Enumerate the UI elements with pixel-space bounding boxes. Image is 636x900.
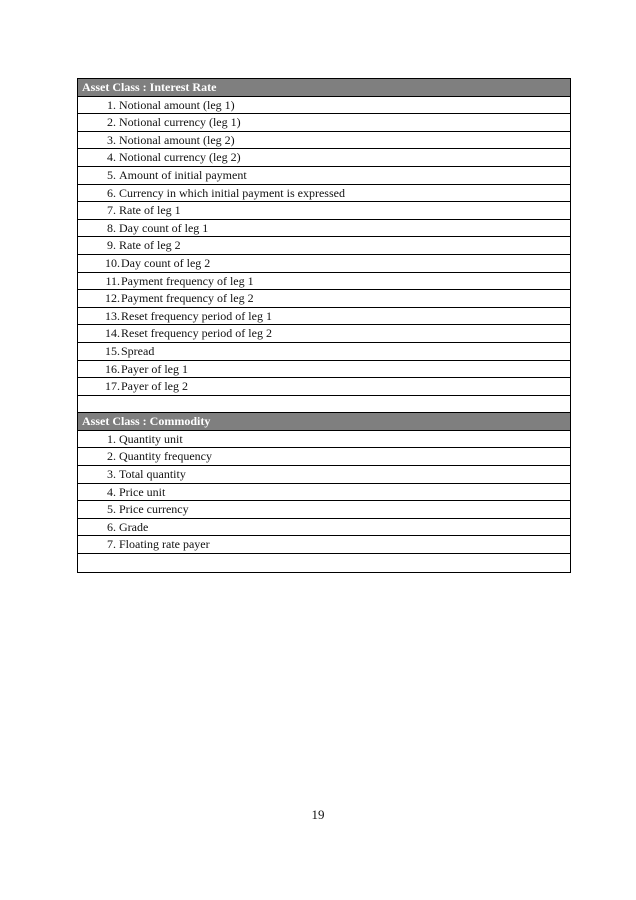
item-number: 4. <box>107 484 116 499</box>
item-label: Currency in which initial payment is expressed <box>119 185 345 200</box>
interest-rate-item <box>78 290 570 308</box>
item-number: 1. <box>107 97 116 112</box>
interest-rate-item <box>78 273 570 291</box>
item-label: Notional currency (leg 2) <box>119 150 241 165</box>
commodity-item <box>78 501 570 519</box>
item-label: Reset frequency period of leg 2 <box>121 326 272 341</box>
interest-rate-item <box>78 185 570 203</box>
item-label: Day count of leg 2 <box>121 255 211 270</box>
item-number: 7. <box>107 537 116 552</box>
item-label: Payer of leg 2 <box>121 379 188 394</box>
interest-rate-item <box>78 361 570 379</box>
item-number: 5. <box>107 502 116 517</box>
item-number: 4. <box>107 150 116 165</box>
item-number: 14. <box>105 326 120 341</box>
commodity-header-text: Asset Class : Commodity <box>82 414 211 429</box>
interest-rate-item <box>78 237 570 255</box>
interest-rate-item <box>78 343 570 361</box>
item-label: Day count of leg 1 <box>119 220 209 235</box>
item-label: Spread <box>121 343 155 358</box>
interest-rate-item <box>78 149 570 167</box>
interest-rate-item <box>78 325 570 343</box>
item-number: 11. <box>105 273 120 288</box>
interest-rate-item <box>78 202 570 220</box>
item-number: 15. <box>105 343 120 358</box>
interest-rate-item <box>78 114 570 132</box>
commodity-item <box>78 431 570 449</box>
item-number: 6. <box>107 519 116 534</box>
item-label: Quantity unit <box>119 431 183 446</box>
commodity-item <box>78 519 570 537</box>
item-number: 2. <box>107 449 116 464</box>
item-number: 9. <box>107 238 116 253</box>
item-label: Rate of leg 2 <box>119 238 181 253</box>
item-number: 8. <box>107 220 116 235</box>
interest-rate-item <box>78 132 570 150</box>
item-label: Floating rate payer <box>119 537 210 552</box>
interest-rate-item <box>78 378 570 396</box>
item-number: 12. <box>105 291 120 306</box>
item-number: 1. <box>107 431 116 446</box>
interest-rate-item <box>78 97 570 115</box>
item-label: Quantity frequency <box>119 449 212 464</box>
item-number: 16. <box>105 361 120 376</box>
item-label: Amount of initial payment <box>119 167 247 182</box>
interest-rate-header-text: Asset Class : Interest Rate <box>82 80 217 94</box>
item-label: Price unit <box>119 484 166 499</box>
item-label: Payment frequency of leg 2 <box>121 291 254 306</box>
item-number: 2. <box>107 115 116 130</box>
interest-rate-header <box>78 79 570 97</box>
spacer-row <box>78 554 570 572</box>
commodity-item <box>78 536 570 554</box>
item-label: Notional currency (leg 1) <box>119 115 241 130</box>
item-number: 3. <box>107 132 116 147</box>
interest-rate-item <box>78 220 570 238</box>
item-number: 13. <box>105 308 120 323</box>
item-label: Payer of leg 1 <box>121 361 188 376</box>
page-number: 19 <box>311 807 325 822</box>
item-number: 7. <box>107 203 116 218</box>
commodity-item <box>78 466 570 484</box>
item-number: 5. <box>107 167 116 182</box>
item-label: Grade <box>119 519 149 534</box>
commodity-item <box>78 484 570 502</box>
spacer-row <box>78 396 570 414</box>
item-label: Rate of leg 1 <box>119 203 181 218</box>
item-label: Notional amount (leg 2) <box>119 132 235 147</box>
interest-rate-item <box>78 308 570 326</box>
asset-class-table <box>77 78 571 573</box>
item-number: 17. <box>105 379 120 394</box>
commodity-item <box>78 448 570 466</box>
item-label: Reset frequency period of leg 1 <box>121 308 272 323</box>
item-label: Price currency <box>119 502 189 517</box>
interest-rate-item <box>78 255 570 273</box>
item-number: 10. <box>105 255 120 270</box>
interest-rate-item <box>78 167 570 185</box>
item-number: 6. <box>107 185 116 200</box>
item-label: Notional amount (leg 1) <box>119 97 235 112</box>
item-label: Payment frequency of leg 1 <box>121 273 254 288</box>
item-label: Total quantity <box>119 467 186 482</box>
commodity-header <box>78 413 570 431</box>
item-number: 3. <box>107 467 116 482</box>
